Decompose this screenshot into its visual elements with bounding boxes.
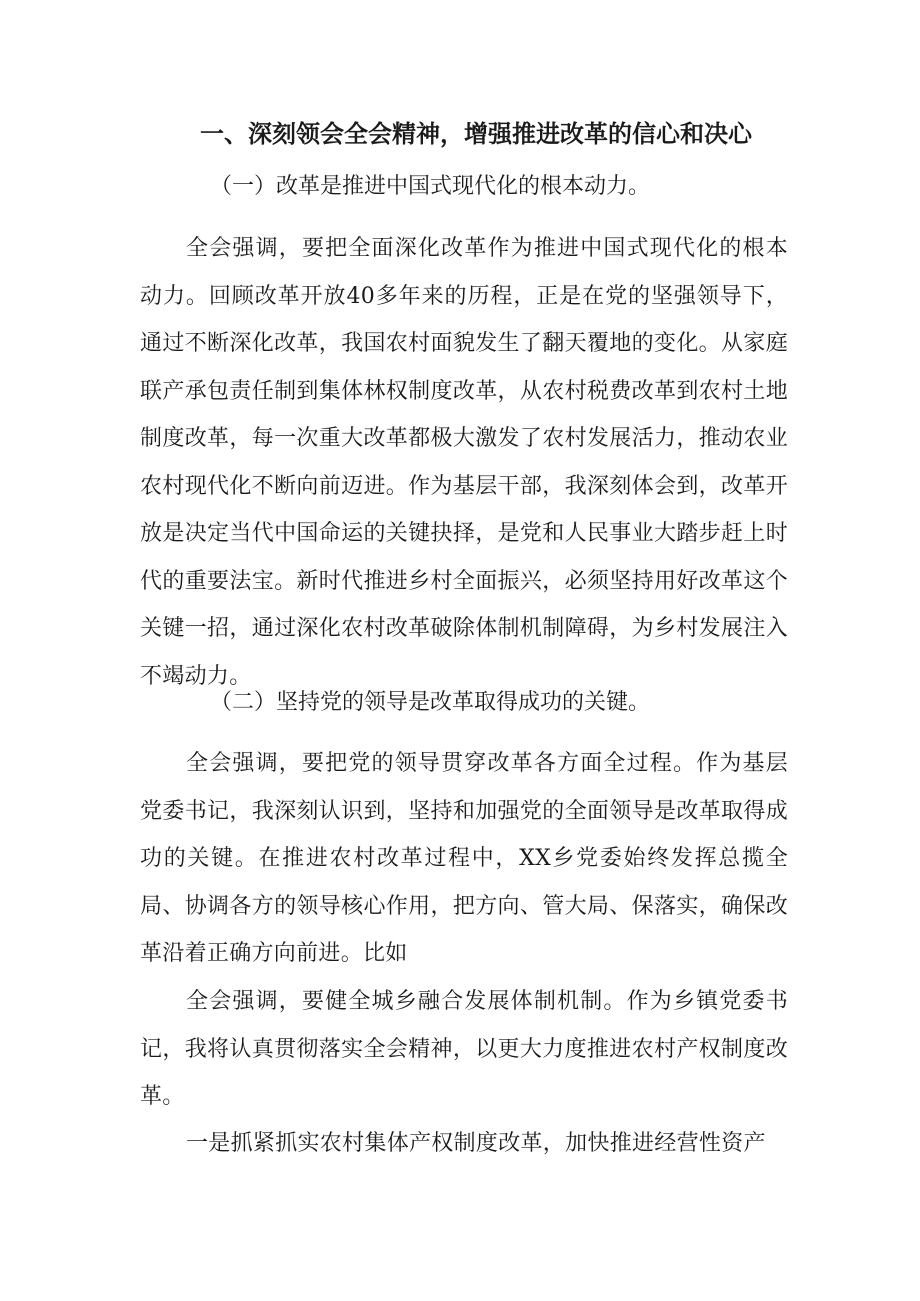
paragraph-1: 全会强调，要把全面深化改革作为推进中国式现代化的根本动力。回顾改革开放40多年来的历程，正是在党的坚强领导下，通过不断深化改革，我国农村面貌发生了翻天覆地的变化。从家庭联产承包责任制到集体林权制度改革，从农村税费改革到农村土地制度改革，每一次重大改革都极大激发了农村发展活力，推动农业农村现代化不断向前迈进。作为基层干部，我深刻体会到，改革开放是决定当代中国命运的关键抉择，是党和人民事业大踏步赶上时代的重要法宝。新时代推进乡村全面振兴，必须坚持用好改革这个关键一招，通过深化农村改革破除体制机制障碍，为乡村发展注入不竭动力。 xyxy=(140,236,788,689)
subsection-title-1: （一）改革是推进中国式现代化的根本动力。 xyxy=(210,174,651,199)
subsection-title-2: （二）坚持党的领导是改革取得成功的关键。 xyxy=(210,690,651,715)
paragraph-3: 全会强调，要健全城乡融合发展体制机制。作为乡镇党委书记，我将认真贯彻落实全会精神，以更大力度推进农村产权制度改革。 xyxy=(140,989,788,1109)
paragraph-2: 全会强调，要把党的领导贯穿改革各方面全过程。作为基层党委书记，我深刻认识到，坚持和加强党的全面领导是改革取得成功的关键。在推进农村改革过程中，XX乡党委始终发挥总揽全局、协调各方的领导核心作用，把方向、管大局、保落实，确保改革沿着正确方向前进。比如 xyxy=(140,751,788,966)
section-heading: 一、深刻领会全会精神，增强推进改革的信心和决心 xyxy=(200,120,752,148)
paragraph-4: 一是抓紧抓实农村集体产权制度改革，加快推进经营性资产 xyxy=(186,1131,766,1156)
